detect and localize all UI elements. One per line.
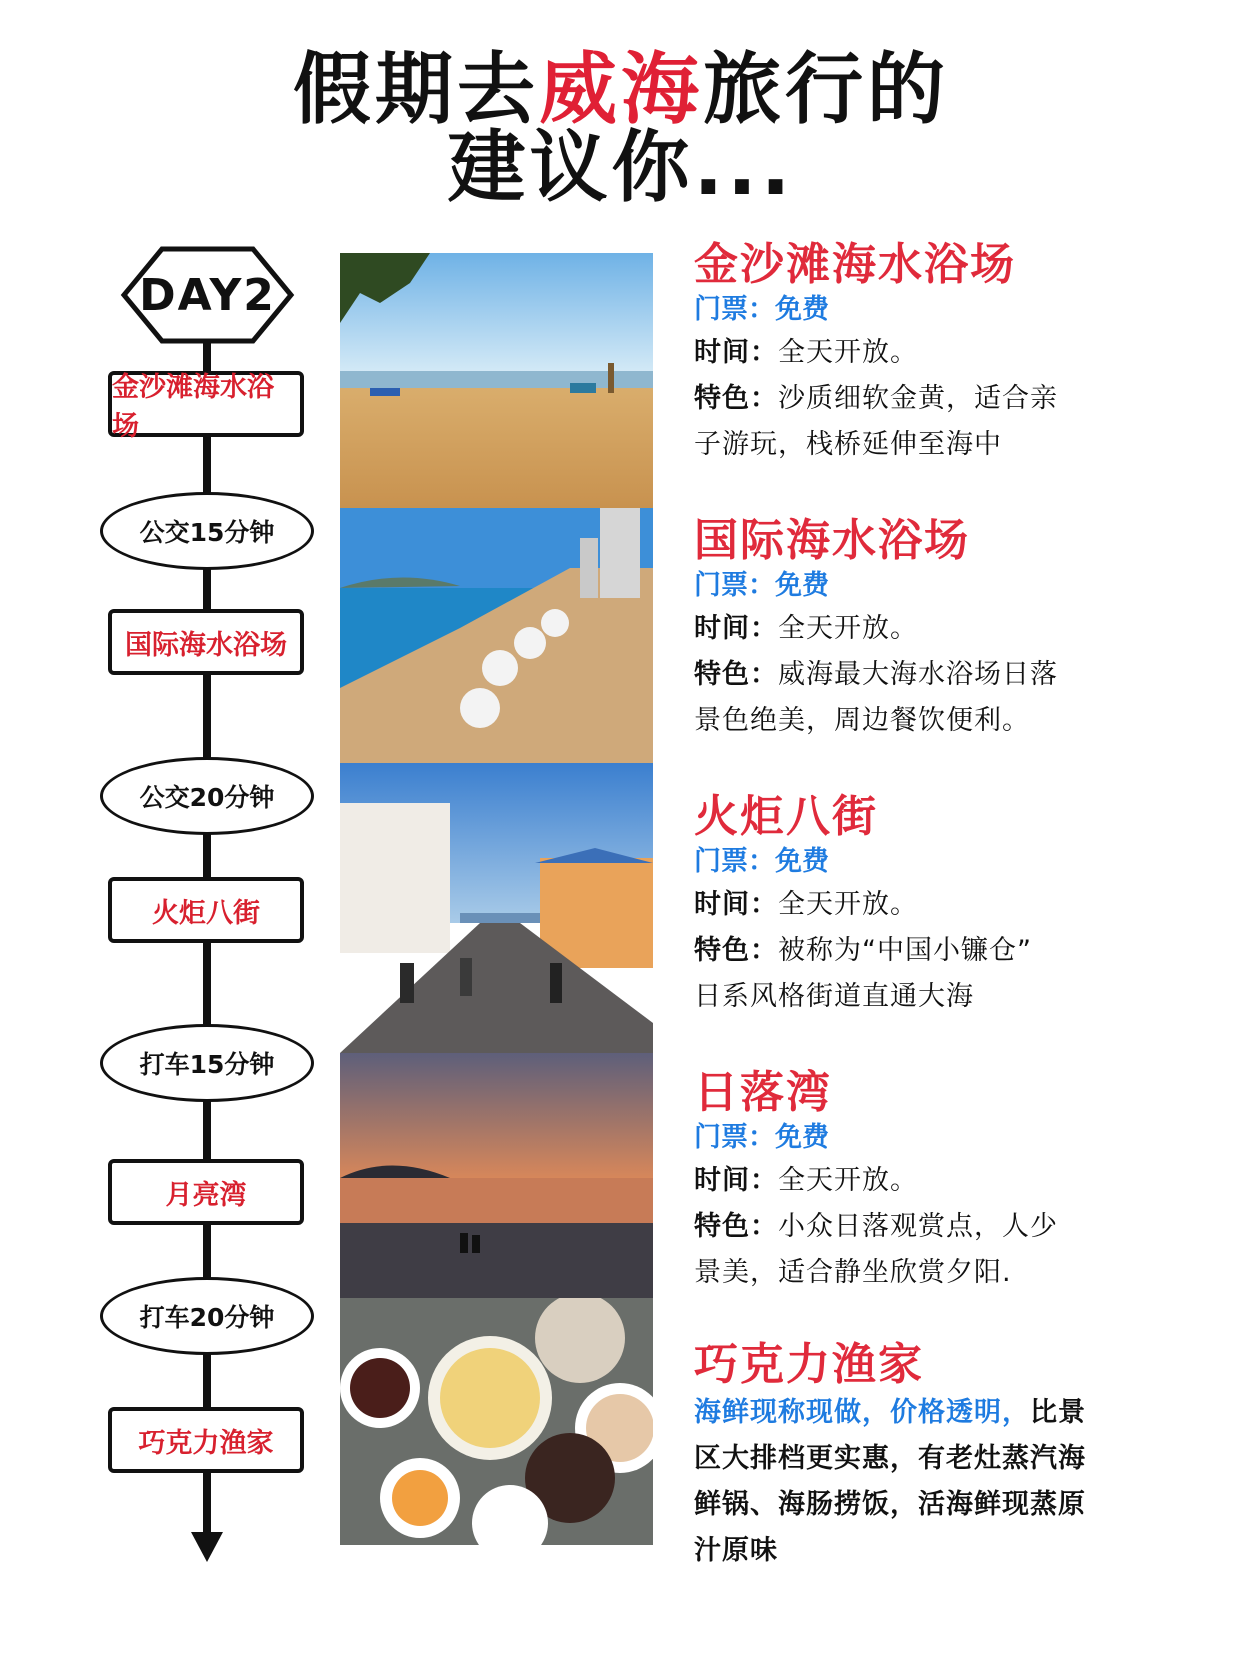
spot-3-title: 火炬八街 — [694, 791, 878, 842]
spot-3-ticket-value: 免费 — [775, 846, 829, 877]
spot-2-time-label: 时间： — [694, 613, 778, 644]
spot-2-ticket-label: 门票： — [694, 570, 775, 601]
food-line3: 鲜锅、海肠捞饭，活海鲜现蒸原 — [694, 1489, 1086, 1520]
timeline-transit-1: 公交15分钟 — [100, 492, 314, 570]
spot-3-time-label: 时间： — [694, 889, 778, 920]
spot-3-ticket-label: 门票： — [694, 846, 775, 877]
spot-1-time — [694, 330, 1194, 376]
spot-1 — [694, 240, 1194, 468]
spot-1-feature-line1: 沙质细软金黄，适合亲 — [778, 383, 1058, 414]
spot-1-feature-label: 特色： — [694, 383, 778, 414]
photo-seafood-dishes — [340, 1298, 653, 1545]
spot-4-feature-line2: 景美，适合静坐欣赏夕阳. — [694, 1257, 1012, 1288]
spot-3-time — [694, 882, 1194, 928]
spot-4-feature-line1: 小众日落观赏点，人少 — [778, 1211, 1058, 1242]
photo-beach-guoji — [340, 508, 653, 763]
photo-street-huoju — [340, 763, 653, 1053]
spot-3-feature-line1: 被称为“中国小镰仓” — [778, 935, 1032, 966]
spot-2-time — [694, 606, 1194, 652]
spot-1-ticket-label: 门票： — [694, 294, 775, 325]
spot-4 — [694, 1068, 1194, 1296]
spot-2-feature-line2: 景色绝美，周边餐饮便利。 — [694, 705, 1030, 736]
spot-2-ticket-value: 免费 — [775, 570, 829, 601]
food-highlight: 海鲜现称现做，价格透明， — [694, 1397, 1030, 1428]
spot-4-time — [694, 1158, 1194, 1204]
spot-3-feature — [694, 928, 1194, 974]
spot-4-title: 日落湾 — [694, 1067, 832, 1118]
spot-1-ticket — [694, 290, 1194, 330]
timeline-stop-3: 火炬八街 — [108, 877, 304, 943]
spot-2-feature-label: 特色： — [694, 659, 778, 690]
spot-2-title: 国际海水浴场 — [694, 515, 970, 566]
spot-1-ticket-value: 免费 — [775, 294, 829, 325]
spot-2-ticket — [694, 566, 1194, 606]
timeline-transit-4: 打车20分钟 — [100, 1277, 314, 1355]
food-line1-rest: 比景 — [1030, 1397, 1086, 1428]
spot-3-feature-label: 特色： — [694, 935, 778, 966]
food-line2: 区大排档更实惠，有老灶蒸汽海 — [694, 1443, 1086, 1474]
spot-3-ticket — [694, 842, 1194, 882]
spot-2-feature-line1: 威海最大海水浴场日落 — [778, 659, 1058, 690]
spot-4-ticket — [694, 1118, 1194, 1158]
page-title-line2: 建议你... — [447, 123, 795, 213]
title-highlight: 威海 — [538, 45, 703, 135]
spot-2-feature — [694, 652, 1194, 698]
food-line4: 汁原味 — [694, 1535, 778, 1566]
spot-2 — [694, 516, 1194, 744]
spot-1-time-label: 时间： — [694, 337, 778, 368]
title-part2: 旅行的 — [703, 45, 950, 135]
spot-1-time-value: 全天开放。 — [778, 337, 918, 368]
timeline-arrow-icon — [191, 1532, 223, 1562]
spot-1-title: 金沙滩海水浴场 — [694, 239, 1016, 290]
spot-3-time-value: 全天开放。 — [778, 889, 918, 920]
spot-3-feature-line2: 日系风格街道直通大海 — [694, 981, 974, 1012]
timeline-stop-4: 月亮湾 — [108, 1159, 304, 1225]
food-spot — [694, 1340, 1194, 1574]
food-line1 — [694, 1390, 1194, 1436]
page-title-line1 — [0, 45, 1242, 135]
spot-4-time-value: 全天开放。 — [778, 1165, 918, 1196]
spot-4-feature — [694, 1204, 1194, 1250]
timeline-transit-3: 打车15分钟 — [100, 1024, 314, 1102]
timeline-transit-2: 公交20分钟 — [100, 757, 314, 835]
spot-1-feature-line2: 子游玩，栈桥延伸至海中 — [694, 429, 1002, 460]
timeline-stop-2: 国际海水浴场 — [108, 609, 304, 675]
spot-4-time-label: 时间： — [694, 1165, 778, 1196]
spot-1-feature — [694, 376, 1194, 422]
spot-3 — [694, 792, 1194, 1020]
photo-sunset-bay — [340, 1053, 653, 1298]
spot-4-feature-label: 特色： — [694, 1211, 778, 1242]
title-part1: 假期去 — [292, 45, 539, 135]
timeline-stop-1: 金沙滩海水浴场 — [108, 371, 304, 437]
day-label: DAY2 — [139, 269, 276, 321]
spot-4-ticket-value: 免费 — [775, 1122, 829, 1153]
timeline-stop-5: 巧克力渔家 — [108, 1407, 304, 1473]
spot-2-time-value: 全天开放。 — [778, 613, 918, 644]
photo-beach-jinshatan — [340, 253, 653, 508]
spot-4-ticket-label: 门票： — [694, 1122, 775, 1153]
food-title: 巧克力渔家 — [694, 1339, 924, 1390]
